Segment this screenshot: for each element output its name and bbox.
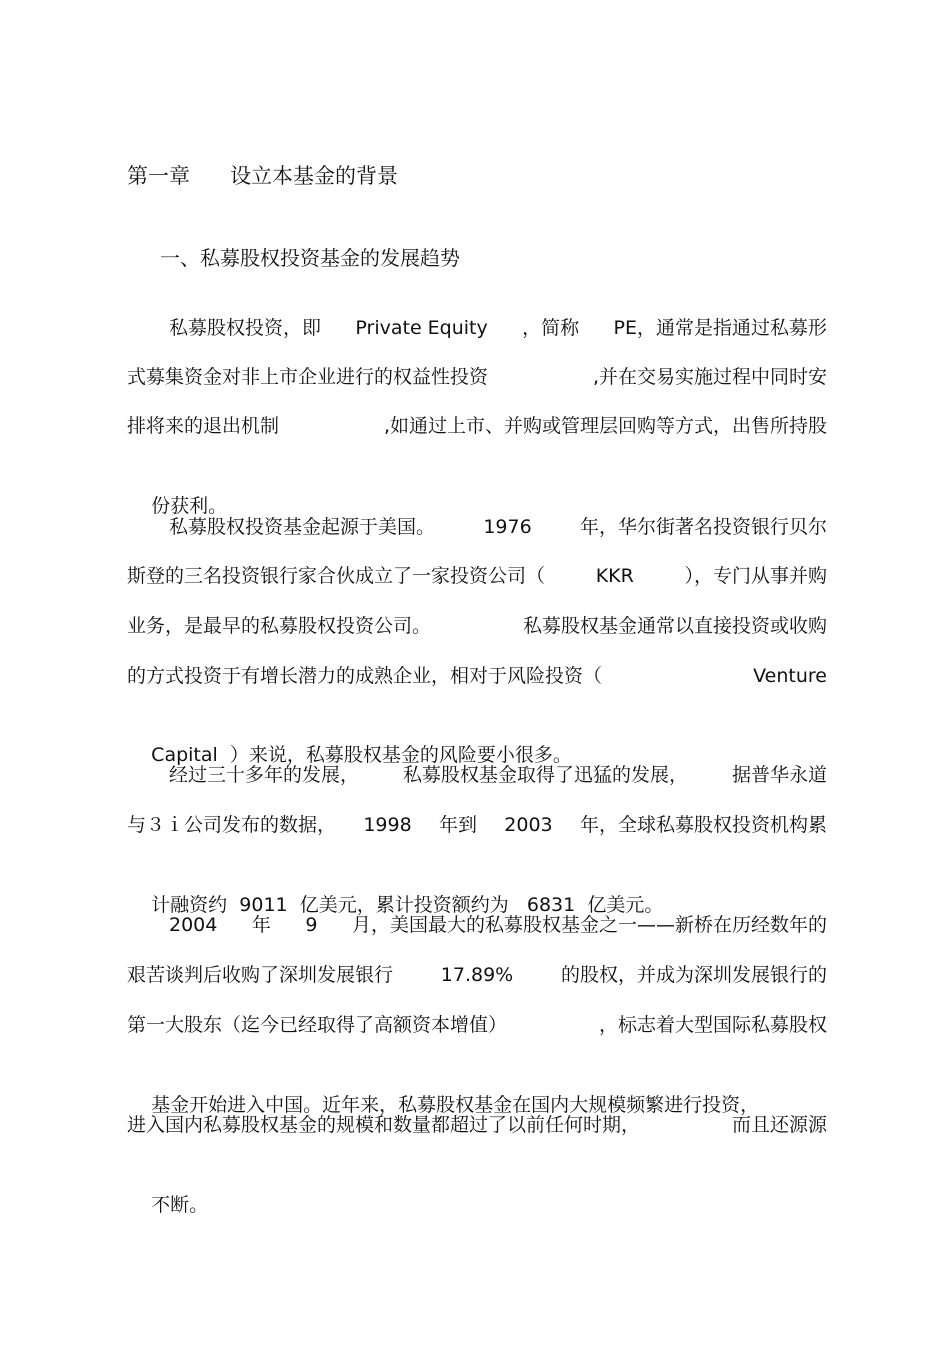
text-segment: ，简称 (522, 317, 580, 339)
paragraph-4-line-5 (127, 1110, 827, 1140)
text-segment: PE，通常是指通过私募形 (613, 317, 827, 339)
text-segment: 17.89% (440, 964, 514, 986)
text-segment: 份获利。 (151, 495, 228, 517)
paragraph-4-line-1 (127, 910, 827, 940)
text-segment: 而且还源源 (731, 1114, 827, 1136)
text-segment: 基金开始进入中国。近年来，私募股权基金在国内大规模频繁进行投资， (151, 1094, 760, 1116)
text-segment: Venture (753, 665, 827, 687)
paragraph-3-line-2 (127, 810, 827, 840)
text-segment: 亿美元，累计投资额约为 (299, 894, 509, 916)
text-segment: 的方式投资于有增长潜力的成熟企业，相对于风险投资（ (127, 665, 603, 687)
text-segment: 2004 (169, 914, 218, 936)
text-segment: 艰苦谈判后收购了深圳发展银行 (127, 964, 394, 986)
paragraph-1-line-1 (127, 313, 827, 343)
text-segment: 1976 (483, 516, 532, 538)
text-segment: Capital (151, 744, 218, 766)
chapter-title: 设立本基金的背景 (230, 164, 399, 188)
paragraph-2-line-1 (127, 512, 827, 542)
text-segment: 经过三十多年的发展， (169, 764, 360, 786)
text-segment: 6831 (526, 894, 576, 916)
text-segment: 9 (305, 914, 318, 936)
section-heading: 一、私募股权投资基金的发展趋势 (160, 246, 460, 270)
text-segment: KKR (595, 565, 634, 587)
text-segment: 的股权，并成为深圳发展银行的 (560, 964, 827, 986)
text-segment: 私募股权基金取得了迅猛的发展， (402, 764, 688, 786)
text-segment: 年，全球私募股权投资机构累 (579, 814, 827, 836)
text-segment: 1998 (363, 814, 412, 836)
text-segment: 2003 (504, 814, 553, 836)
text-segment: 进入国内私募股权基金的规模和数量都超过了以前任何时期， (127, 1114, 641, 1136)
text-segment: ,如通过上市、并购或管理层回购等方式，出售所持股 (383, 415, 827, 437)
text-segment: 年到 (438, 814, 477, 836)
text-segment: 年 (251, 914, 271, 936)
paragraph-4-line-3 (127, 1010, 827, 1040)
text-segment: Private Equity (355, 317, 488, 339)
paragraph-4-line-2 (127, 960, 827, 990)
text-segment: 第一大股东（迄今已经取得了高额资本增值） (127, 1014, 508, 1036)
text-segment: 业务，是最早的私募股权投资公司。 (127, 615, 432, 637)
text-segment: ），专门从事并购 (684, 565, 827, 587)
chapter-heading (127, 160, 398, 192)
text-segment: 月，美国最大的私募股权基金之一——新桥在历经数年的 (351, 914, 827, 936)
text-segment: 式募集资金对非上市企业进行的权益性投资 (127, 366, 489, 388)
text-segment: 据普华永道 (731, 764, 827, 786)
paragraph-2-line-2 (127, 561, 827, 591)
text-segment: 亿美元。 (587, 894, 664, 916)
paragraph-2-line-4 (127, 661, 827, 691)
chapter-label: 第一章 (127, 164, 190, 188)
text-segment: ，标志着大型国际私募股权 (598, 1014, 827, 1036)
paragraph-4-line-6 (127, 1160, 827, 1250)
paragraph-1-line-2 (127, 362, 827, 392)
text-segment: 年，华尔街著名投资银行贝尔 (579, 516, 827, 538)
text-segment: 私募股权基金通常以直接投资或收购 (522, 615, 827, 637)
text-segment: 私募股权投资基金起源于美国。 (169, 516, 436, 538)
paragraph-3-line-1 (127, 760, 827, 790)
text-segment: 与３ｉ公司发布的数据， (127, 814, 337, 836)
paragraph-1-line-3 (127, 411, 827, 441)
text-segment: 私募股权投资，即 (169, 317, 322, 339)
text-segment: 计融资约 (151, 894, 228, 916)
text-segment: 排将来的退出机制 (127, 415, 280, 437)
text-segment: 9011 (239, 894, 288, 916)
text-segment: ,并在交易实施过程中同时安 (592, 366, 827, 388)
text-segment: 不断。 (151, 1194, 209, 1216)
text-segment: 斯登的三名投资银行家合伙成立了一家投资公司（ (127, 565, 546, 587)
text-segment: ）来说，私募股权基金的风险要小很多。 (229, 744, 572, 766)
paragraph-2-line-3 (127, 611, 827, 641)
